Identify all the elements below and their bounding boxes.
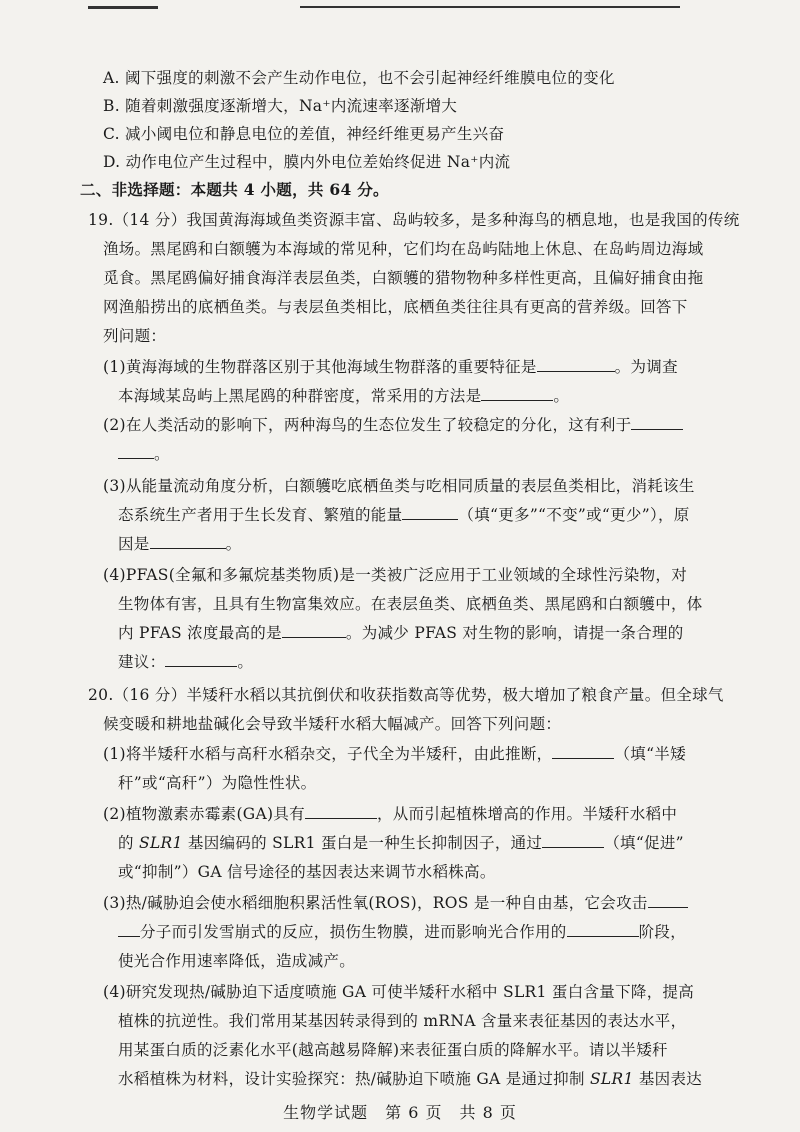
option-b: B. 随着刺激强度逐渐增大，Na⁺内流速率逐渐增大: [103, 97, 458, 115]
q20-part2-line3: 或“抑制”）GA 信号途径的基因表达来调节水稻株高。: [118, 863, 496, 881]
q20-part4-line1: (4)研究发现热/碱胁迫下适度喷施 GA 可使半矮秆水稻中 SLR1 蛋白含量下降，提高: [103, 983, 695, 1001]
q19-p1-text-d: 。: [553, 387, 570, 405]
page-footer: 生物学试题 第 6 页 共 8 页: [283, 1103, 517, 1122]
q20-p3-text-a: (3)热/碱胁迫会使水稻细胞积累活性氧(ROS)，ROS 是一种自由基，它会攻击: [103, 894, 648, 912]
q19-part3-line1: (3)从能量流动角度分析，白额鹱吃底栖鱼类与吃相同质量的表层鱼类相比，消耗该生: [103, 477, 695, 495]
q20-part3-line2: [118, 920, 686, 942]
q20-p4-text-d-post: 基因表达: [633, 1070, 703, 1088]
q19-p4-text-f: 。: [237, 653, 254, 671]
q20-part4-line2: 植株的抗逆性。我们常用某基因转录得到的 mRNA 含量来表征基因的表达水平，: [118, 1012, 687, 1030]
q19-p2-text: (2)在人类活动的影响下，两种海鸟的生态位发生了较稳定的分化，这有利于: [103, 416, 632, 434]
q19-part2-line2: [118, 442, 170, 464]
q20-part3-line1: [103, 891, 688, 913]
answer-blank[interactable]: [542, 833, 604, 848]
q20-part1-line2: 秆”或“高秆”）为隐性性状。: [118, 774, 317, 792]
q19-stem-line2: 渔场。黑尾鸥和白额鹱为本海域的常见种，它们均在岛屿陆地上休息、在岛屿周边海域: [103, 240, 704, 258]
section-heading: 二、非选择题：本题共 4 小题，共 64 分。: [80, 180, 389, 199]
q20-p1-text-b: （填“半矮: [614, 745, 686, 763]
q19-part3-line3: [118, 532, 241, 554]
q19-p3-text-c: （填“更多”“不变”或“更少”），原: [458, 506, 690, 524]
answer-blank[interactable]: [567, 922, 639, 937]
q19-p3-text-e: 。: [225, 535, 242, 553]
q20-p2-text-d: （填“促进”: [604, 834, 684, 852]
q20-p3-text-b: 分子而引发雪崩式的反应，损伤生物膜，进而影响光合作用的: [140, 923, 567, 941]
answer-blank[interactable]: [305, 804, 377, 819]
q19-part2-line1: [103, 413, 683, 435]
top-rule-left: [88, 6, 158, 9]
q20-part3-line3: 使光合作用速率降低，造成减产。: [118, 952, 356, 970]
q20-p2-text-b: ，从而引起植株增高的作用。半矮秆水稻中: [376, 805, 678, 823]
answer-blank[interactable]: [150, 534, 226, 549]
q19-stem-line3: 觅食。黑尾鸥偏好捕食海洋表层鱼类，白额鹱的猎物物种多样性更高，且偏好捕食由拖: [103, 269, 704, 287]
q19-p2-text-b: 。: [154, 445, 170, 463]
q19-p1-text: (1)黄海海域的生物群落区别于其他海域生物群落的重要特征是: [103, 358, 537, 376]
q20-p2-text-c: 的: [118, 834, 140, 852]
q20-p4-text-d: 水稻植株为材料，设计实验探究：热/碱胁迫下喷施 GA 是通过抑制: [118, 1070, 590, 1088]
q20-part2-line2: [118, 831, 684, 853]
answer-blank[interactable]: [481, 386, 553, 401]
answer-blank[interactable]: [537, 357, 615, 372]
q19-p3-text-b: 态系统生产者用于生长发育、繁殖的能量: [118, 506, 403, 524]
q20-stem-line2: 候变暖和耕地盐碱化会导致半矮秆水稻大幅减产。回答下列问题：: [103, 715, 562, 733]
gene-name: SLR1: [139, 834, 183, 852]
answer-blank[interactable]: [165, 652, 237, 667]
option-d: D. 动作电位产生过程中，膜内外电位差始终促进 Na⁺内流: [103, 153, 511, 171]
q20-part4-line3: 用某蛋白质的泛素化水平(越高越易降解)来表征蛋白质的降解水平。请以半矮秆: [118, 1041, 668, 1059]
q19-p1-text-b: 。为调查: [614, 358, 678, 376]
q20-p3-text-c: 阶段，: [638, 923, 687, 941]
q19-part1-line1: [103, 355, 678, 377]
q19-part4-line3: [118, 621, 684, 643]
answer-blank[interactable]: [631, 415, 683, 430]
q20-stem-line1: 20.（16 分）半矮秆水稻以其抗倒伏和收获指数高等优势，极大增加了粮食产量。但全球气: [88, 686, 724, 704]
answer-blank[interactable]: [118, 922, 140, 937]
q19-p4-text-e: 建议：: [118, 653, 166, 671]
q20-part1-line1: [103, 742, 686, 764]
answer-blank[interactable]: [402, 505, 458, 520]
top-rule-right: [300, 6, 680, 8]
q20-part2-line1: [103, 802, 677, 824]
option-a: A. 阈下强度的刺激不会产生动作电位，也不会引起神经纤维膜电位的变化: [103, 69, 615, 87]
q19-part4-line2: 生物体有害，且具有生物富集效应。在表层鱼类、底栖鱼类、黑尾鸥和白额鹱中，体: [118, 595, 703, 613]
gene-name: SLR1: [589, 1070, 634, 1088]
q19-part3-line2: [118, 503, 690, 525]
q19-p4-text-c: 内 PFAS 浓度最高的是: [118, 624, 282, 642]
q20-p2-text-a: (2)植物激素赤霉素(GA)具有: [103, 805, 305, 823]
answer-blank[interactable]: [648, 893, 688, 908]
q19-part1-line2: [118, 384, 569, 406]
q20-p1-text-a: (1)将半矮秆水稻与高秆水稻杂交，子代全为半矮秆，由此推断，: [103, 745, 553, 763]
q20-part4-line4: [118, 1067, 702, 1089]
q19-stem-line1: 19.（14 分）我国黄海海域鱼类资源丰富、岛屿较多，是多种海鸟的栖息地，也是我国的传统: [88, 211, 740, 229]
q19-part4-line4: [118, 650, 253, 672]
option-c: C. 减小阈电位和静息电位的差值，神经纤维更易产生兴奋: [103, 125, 505, 143]
answer-blank[interactable]: [552, 744, 614, 759]
q19-stem-line4: 网渔船捞出的底栖鱼类。与表层鱼类相比，底栖鱼类往往具有更高的营养级。回答下: [103, 298, 688, 316]
answer-blank[interactable]: [118, 444, 154, 459]
q19-p4-text-d: 。为减少 PFAS 对生物的影响，请提一条合理的: [345, 624, 684, 642]
answer-blank[interactable]: [282, 623, 346, 638]
q19-part4-line1: (4)PFAS(全氟和多氟烷基类物质)是一类被广泛应用于工业领域的全球性污染物，对: [103, 566, 688, 584]
q19-p1-text-c: 本海域某岛屿上黑尾鸥的种群密度，常采用的方法是: [118, 387, 482, 405]
q19-stem-line5: 列问题：: [103, 327, 167, 345]
q19-p3-text-d: 因是: [118, 535, 150, 553]
q20-p2-text-c-post: 基因编码的 SLR1 蛋白是一种生长抑制因子，通过: [182, 834, 543, 852]
